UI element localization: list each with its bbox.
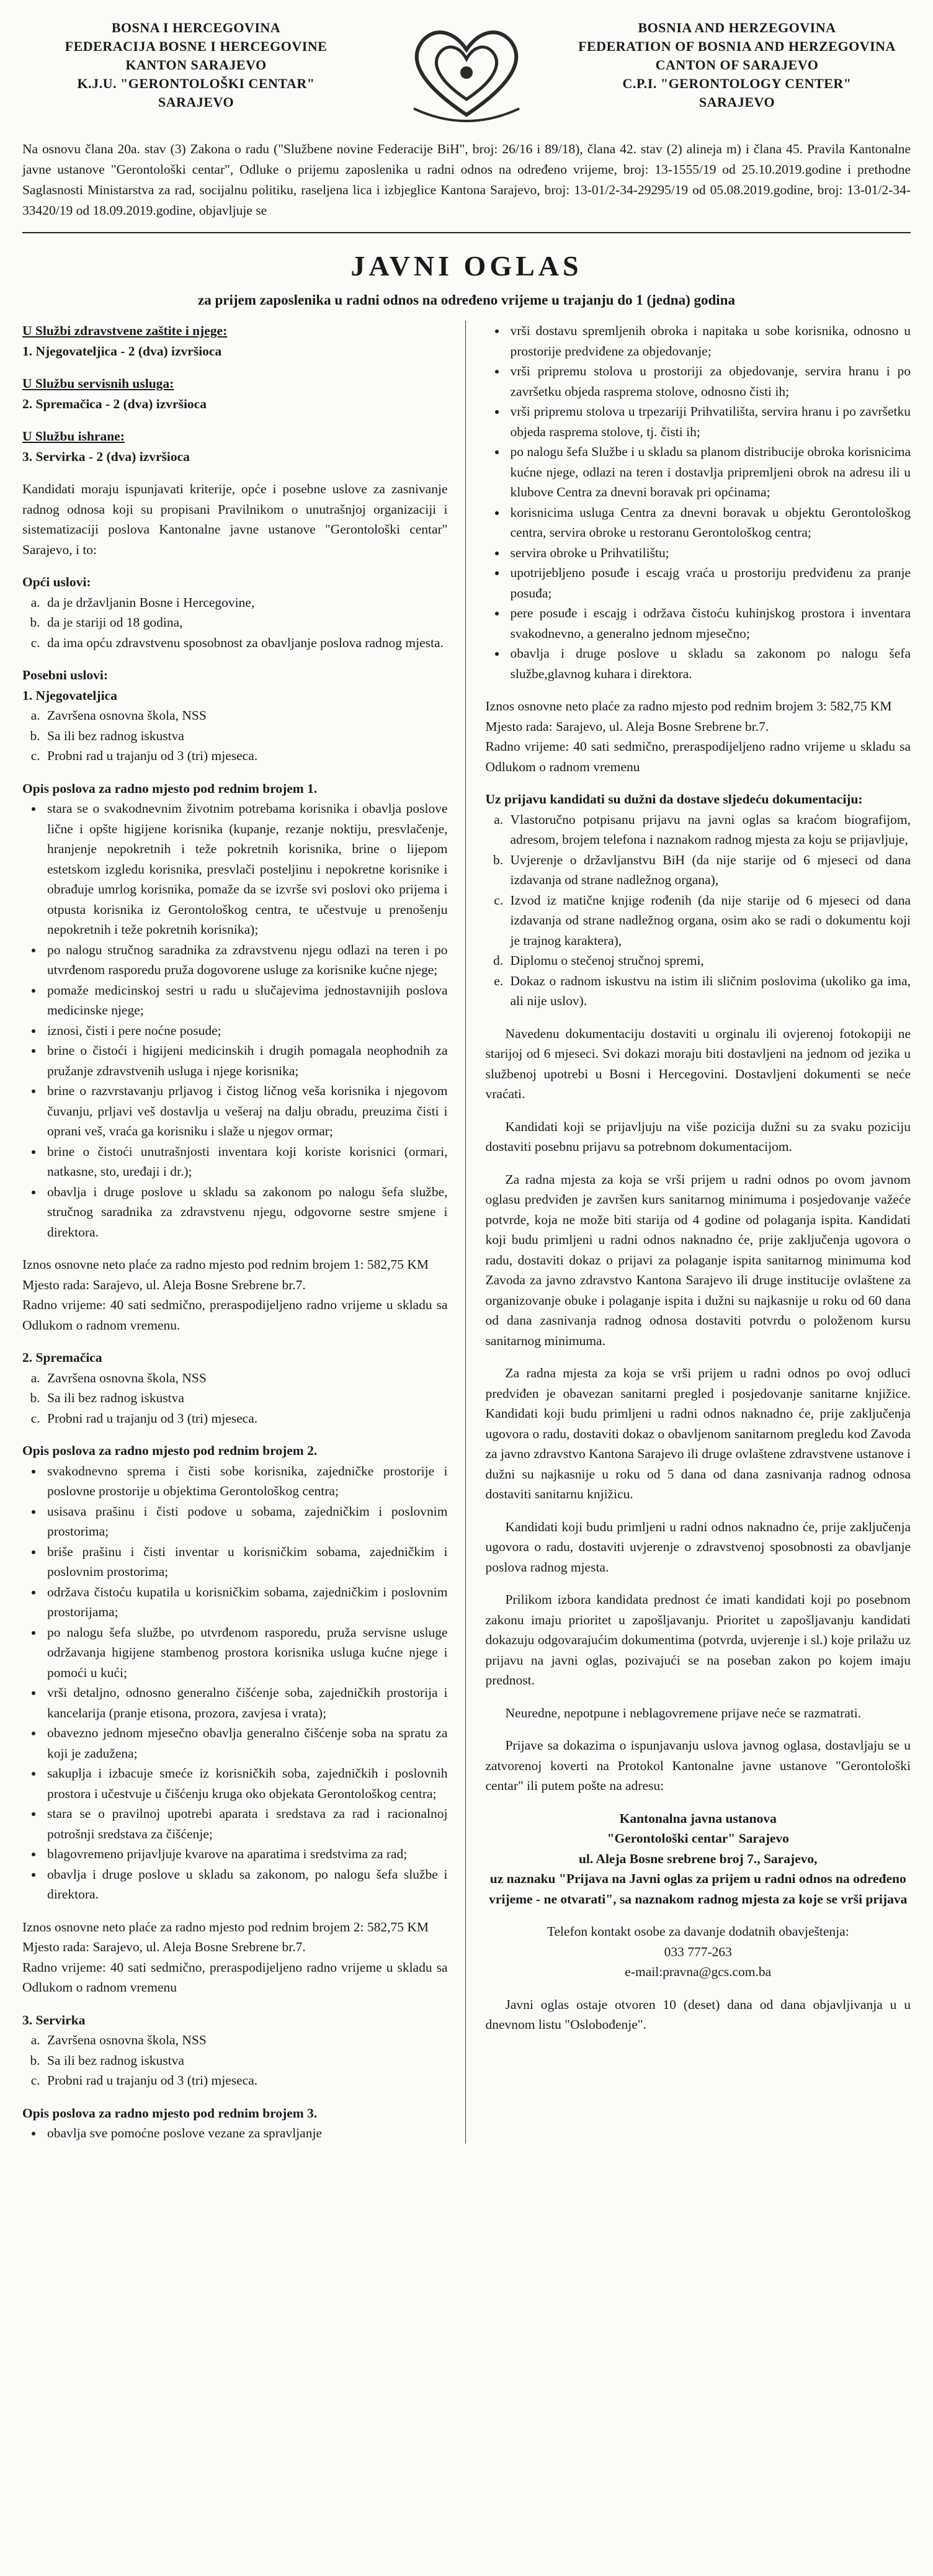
list-item: • obavlja i druge poslove u skladu sa zakonom po nalogu šefa službe, stručnog saradnika za zdravstvenu njegu, odgovorne sestre smjene i direktora.	[43, 1182, 448, 1243]
body-paragraph: Kandidati koji se prijavljuju na više pozicija dužni su za svaku poziciju dostaviti posebnu prijavu sa potrebnom dokumentacijom.	[485, 1119, 911, 1154]
list-item: • obavezno jednom mjesečno obavlja generalno čišćenje soba na spratu za koji je zadužena;	[43, 1723, 448, 1763]
address-line: uz naznaku "Prijava na Javni oglas za prijem u radni odnos na određeno vrijeme - ne otvarati", sa naznakom radnog mjesta za koje se vrši prijava	[489, 1871, 908, 1907]
workplace-text: Mjesto rada: Sarajevo, ul. Aleja Bosne Srebrene br.7.	[485, 718, 769, 734]
working-hours-text: Radno vrijeme: 40 sati sedmično, preraspodijeljeno radno vrijeme u skladu sa Odlukom o radnom vremenu.	[22, 1297, 448, 1333]
list-item: • upotrijebljeno posuđe i escajg vraća u prostoriju predviđenu za pranje posuđa;	[507, 563, 911, 603]
list-item: • brine o razvrstavanju prljavog i čistog ličnog veša korisnika i njegovom čuvanju, prljavi veš dostavlja u vešeraj na dalju obradu, preuzima čisti i oprani veš, vraća ga korisniku i slaže u njegov ormar;	[43, 1081, 448, 1142]
hearts-logo-icon	[386, 12, 547, 130]
list-item: c. Izvod iz matične knjige rođenih (da nije starije od 6 mjeseci od dana izdavanja od strane nadležnog organa, osim ako se radi o dokumentu koji je trajnog karaktera),	[507, 890, 911, 951]
email-address: e-mail:pravna@gcs.com.ba	[625, 1964, 772, 1979]
list-item: c. da ima opću zdravstvenu sposobnost za obavljanje poslova radnog mjesta.	[43, 633, 448, 653]
list-item: b. Uvjerenje o državljanstvu BiH (da nije starije od 6 mjeseci od dana izdavanja od strane nadležnog organa),	[507, 850, 911, 890]
page-subtitle: za prijem zaposlenika u radni odnos na određeno vrijeme u trajanju do 1 (jedna) godina	[198, 292, 735, 308]
job-description-title: Opis poslova za radno mjesto pod rednim brojem 1.	[22, 780, 318, 796]
list-item: • obavlja i druge poslove u skladu sa zakonom, po nalogu šefa službe i direktora.	[43, 1864, 448, 1905]
list-item: • brine o čistoći i higijeni medicinskih i drugih pomagala neophodnih za pružanje zdravstvenih usluga i njege korisnika;	[43, 1040, 448, 1081]
working-hours-text: Radno vrijeme: 40 sati sedmično, preraspodijeljeno radno vrijeme u skladu sa Odlukom o radnom vremenu	[485, 739, 911, 774]
letterhead-left-line: K.J.U. "GERONTOLOŠKI CENTAR"	[77, 76, 315, 91]
service-heading: U Službu ishrane:	[22, 429, 125, 444]
service-heading: U Službu servisnih usluga:	[22, 376, 174, 391]
mailing-address	[486, 1809, 911, 1910]
list-item: • svakodnevno sprema i čisti sobe korisnika, zajedničke prostorije i poslovne prostorije u objektima Gerontološkog centra;	[43, 1461, 448, 1501]
workplace-text: Mjesto rada: Sarajevo, ul. Aleja Bosne Srebrene br.7.	[22, 1277, 306, 1292]
content-columns	[22, 321, 911, 2144]
candidates-paragraph: Kandidati moraju ispunjavati kriterije, opće i posebne uslove za zasnivanje radnog odnosa koji su propisani Pravilnikom o unutrašnjoj organizaciji i sistematizaciji poslova Kantonalne javne ustanove "Gerontološki centar" Sarajevo, i to:	[22, 481, 448, 557]
letterhead-left	[22, 19, 370, 112]
list-item: • iznosi, čisti i pere noćne posude;	[43, 1021, 448, 1041]
body-paragraph: Neuredne, nepotpune i neblagovremene prijave neće se razmatrati.	[505, 1705, 862, 1720]
letterhead-left-line: FEDERACIJA BOSNE I HERCEGOVINE	[65, 38, 328, 54]
list-item: a. da je državljanin Bosne i Hercegovine,	[43, 593, 448, 613]
list-item: c. Probni rad u trajanju od 3 (tri) mjeseca.	[43, 746, 448, 766]
list-item: • po nalogu stručnog saradnika za zdravstvenu njegu odlazi na teren i po utvrđenom rasporedu pruža dogovorene usluge za korisnike kućne njege;	[43, 940, 448, 980]
closing-paragraph: Javni oglas ostaje otvoren 10 (deset) dana od dana objavljivanja u u dnevnom listu "Oslobođenje".	[485, 1997, 911, 2032]
list-item: b. Sa ili bez radnog iskustva	[43, 1388, 448, 1408]
list-item: • stara se o svakodnevnim životnim potrebama korisnika i obavlja poslove lične i opšte higijene korisnika (kupanje, rezanje noktiju, presvlačenje, hranjenje nepokretnih i teže pokretnih korisnika, brine o lijepom estetskom izgledu korisnika, presvlači posteljinu i nepokretne korisnike i obrađuje umrlog korisnika, pomaže da se izvrše svi poslovi oko prijema i otpusta korisnika iz Gerontološkog centra, te učestvuje u prenošenju nepokretnih i teže pokretnih korisnika);	[43, 798, 448, 940]
phone-number: 033 777-263	[664, 1944, 732, 1959]
list-item: • obavlja i druge poslove u skladu sa zakonom po nalogu šefa službe,glavnog kuhara i direktora.	[507, 643, 911, 684]
letterhead-left-line: SARAJEVO	[158, 94, 234, 110]
letterhead-right-line: CANTON OF SARAJEVO	[655, 57, 819, 73]
position-subheading: 3. Servirka	[22, 2012, 86, 2028]
divider	[22, 232, 911, 233]
list-item: • vrši pripremu stolova u prostoriji za objedovanje, servira hranu i po završetku objeda raspremа stolove, odnosno čisti ih;	[507, 361, 911, 401]
documentation-list	[486, 810, 911, 1011]
list-item: • stara se o pravilnoj upotrebi aparata i sredstava za rad i racionalnoj potrošnji sredstava za čišćenje;	[43, 1804, 448, 1844]
list-item: • po nalogu šefa Službe i u skladu sa planom distribucije obroka korisnicima kućne njege, odlazi na teren i dostavlja pripremljeni obrok na adresu ili u klubove Centra za dnevni boravak pri općinama;	[507, 442, 911, 503]
list-item: c. Probni rad u trajanju od 3 (tri) mjeseca.	[43, 2070, 448, 2091]
letterhead-right-line: FEDERATION OF BOSNIA AND HERZEGOVINA	[578, 38, 896, 54]
list-item: a. Vlastoručno potpisanu prijavu na javni oglas sa kraćom biografijom, adresom, brojem telefona i naznakom radnog mjesta za koju se prijavljuje,	[507, 810, 911, 850]
job-description-1-list	[22, 798, 448, 1242]
position-heading: 3. Servirka - 2 (dva) izvršioca	[22, 449, 190, 464]
documentation-title: Uz prijavu kandidati su dužni da dostave sljedeću dokumentaciju:	[485, 792, 863, 807]
list-item: • pomaže medicinskoj sestri u radu u slučajevima jednostavnijih poslova medicinske njege;	[43, 980, 448, 1021]
body-paragraph: Za radna mjesta za koja se vrši prijem u radni odnos po ovoj odluci predviđen je obavezan sanitarni pregled i posjedovanje sanitarne knjižice. Kandidati koji budu primljeni u radni odnos naknadno će, prije zaključenja ugovora o radu, dostaviti dokaz o obavljenom sanitarnom pregledu kod Zavoda za javno zdravstvo Kantona Sarajevo ili druge ovlaštene zdravstvene ustanove i dužni su najkasnije u roku od 5 dana od dana zasnivanja radnog odnosa dostaviti sanitarnu knjižicu.	[485, 1366, 911, 1501]
position-heading: 1. Njegovateljica - 2 (dva) izvršioca	[22, 343, 222, 359]
address-line: ul. Aleja Bosne srebrene broj 7., Sarajevo,	[578, 1851, 818, 1866]
list-item: e. Dokaz o radnom iskustvu na istim ili sličnim poslovima (ukoliko ga ima, ali nije uslov).	[507, 971, 911, 1011]
letterhead-right	[563, 19, 911, 112]
job-description-title: Opis poslova za radno mjesto pod rednim brojem 2.	[22, 1443, 318, 1458]
address-line: Kantonalna javna ustanova	[619, 1810, 777, 1826]
letterhead-right-line: SARAJEVO	[699, 94, 775, 110]
list-item: • briše prašinu i čisti inventar u korisničkim sobama, zajedničkim i poslovnim prostorima;	[43, 1542, 448, 1582]
letterhead	[22, 19, 911, 130]
list-item: • servira obroke u Prihvatilištu;	[507, 543, 911, 563]
list-item: • vrši dostavu spremljenih obroka i napitaka u sobe korisnika, odnosno u prostorije predviđene za objedovanje;	[507, 321, 911, 361]
list-item: b. Sa ili bez radnog iskustva	[43, 726, 448, 746]
list-item: • vrši pripremu stolova u trpezariji Prihvatilišta, servira hranu i po završetku objeda raspremа stolove, tj. čisti ih;	[507, 401, 911, 442]
list-item: • sakuplja i izbacuje smeće iz korisničkih soba, zajedničkih i poslovnih prostora i učestvuje u čišćenju kruga oko objekata Gerontološkog centra;	[43, 1763, 448, 1804]
position-3-conditions	[22, 2030, 448, 2091]
salary-text: Iznos osnovne neto plaće za radno mjesto pod rednim brojem 3: 582,75 KM	[485, 699, 892, 713]
letterhead-left-line: KANTON SARAJEVO	[125, 57, 267, 73]
body-paragraph: Kandidati koji budu primljeni u radni odnos naknadno će, prije zaključenja ugovora o radu, dostaviti uvjerenje o zdravstvenoj sposobnosti za obavljanje poslova radnog mjesta.	[485, 1519, 911, 1575]
general-conditions-title: Opći uslovi:	[22, 575, 91, 589]
page-title: JAVNI OGLAS	[350, 250, 583, 282]
body-paragraph: Navedenu dokumentaciju dostaviti u orginalu ili ovjerenoj fotokopiji ne starijoj od 6 mjeseci. Svi dokazi moraju biti dostavljeni na jednom od jezika u službenoj upotrebi u Bosni i Hercegovini. Dostavljeni dokumenti se neće vraćati.	[485, 1026, 911, 1101]
list-item: • održava čistoću kupatila u korisničkim sobama, zajedničkim i poslovnim prostorijama;	[43, 1582, 448, 1622]
job-description-title: Opis poslova za radno mjesto pod rednim brojem 3.	[22, 2105, 318, 2121]
intro-paragraph: Na osnovu člana 20a. stav (3) Zakona o radu ("Službene novine Federacije BiH", broj: 26/16 i 89/18), člana 42. stav (2) alineja m) i člana 45. Pravila Kantonalne javne ustanove "Gerontološki centar", Odluke o prijemu zaposlenika u radni odnos na određeno vrijeme, broj: 13-1555/19 od 25.10.2019.godine i prethodne Saglasnosti Ministarstva za rad, socijalnu politiku, raseljena lica i izbjeglice Kantona Sarajevo, broj: 13-01/2-34-29295/19 od 05.08.2019.godine, broj: 13-01/2-34-33420/19 od 18.09.2019.godine, objavljuje se	[22, 141, 911, 218]
job-description-2-list	[22, 1461, 448, 1905]
general-conditions-list	[22, 593, 448, 653]
list-item: • pere posuđe i escajg i održava čistoću kuhinjskog prostora i inventara svakodnevno, a generalno jednom mjesečno;	[507, 603, 911, 643]
left-column	[22, 321, 466, 2144]
list-item: c. Probni rad u trajanju od 3 (tri) mjeseca.	[43, 1408, 448, 1429]
right-column	[466, 321, 911, 2144]
list-item: • po nalogu šefa službe, po utvrđenom rasporedu, pruža servisne usluge održavanja higijene stambenog prostora korisnika usluga kućne njege i pomoći u kući;	[43, 1622, 448, 1683]
list-item: b. da je stariji od 18 godina,	[43, 612, 448, 633]
position-subheading: 1. Njegovateljica	[22, 687, 117, 703]
position-subheading: 2. Spremačica	[22, 1350, 102, 1365]
salary-text: Iznos osnovne neto plaće za radno mjesto pod rednim brojem 1: 582,75 KM	[22, 1257, 429, 1272]
list-item: • vrši detaljno, odnosno generalno čišćenje soba, zajedničkih prostorija i kancelarija (pranje etisona, prozora, zavjesa i vrata);	[43, 1683, 448, 1723]
job-description-3-list	[22, 2123, 448, 2144]
working-hours-text: Radno vrijeme: 40 sati sedmično, preraspodijeljeno radno vrijeme u skladu sa Odlukom o radnom vremenu	[22, 1959, 448, 1995]
salary-text: Iznos osnovne neto plaće za radno mjesto pod rednim brojem 2: 582,75 KM	[22, 1919, 429, 1934]
service-heading: U Službi zdravstvene zaštite i njege:	[22, 323, 228, 338]
list-item: • blagovremeno prijavljuje kvarove na aparatima i sredstvima za rad;	[43, 1844, 448, 1864]
list-item: a. Završena osnovna škola, NSS	[43, 2030, 448, 2051]
position-1-conditions	[22, 705, 448, 766]
job-description-3-continued	[486, 321, 911, 684]
phone-label: Telefon kontakt osobe za davanje dodatnih obavještenja:	[547, 1924, 849, 1939]
list-item: b. Sa ili bez radnog iskustva	[43, 2051, 448, 2071]
body-paragraph: Prilikom izbora kandidata prednost će imati kandidati koji po posebnom zakonu imaju prioritet u zapošljavanju. Prioritet u zapošljavanju kandidati dokazuju odgovarajućim dokumentima (potvrda, uvjerenje i sl.) koje prilažu uz prijavu na javni oglas, pozivajući se na poseban zakon po kojem imaju prednost.	[485, 1592, 911, 1688]
letterhead-right-line: BOSNIA AND HERZEGOVINA	[638, 20, 836, 35]
list-item: d. Diplomu o stečenoj stručnoj spremi,	[507, 950, 911, 971]
special-conditions-title: Posebni uslovi:	[22, 668, 108, 682]
position-heading: 2. Spremačica - 2 (dva) izvršioca	[22, 396, 207, 411]
address-line: "Gerontološki centar" Sarajevo	[607, 1831, 789, 1846]
letterhead-right-line: C.P.I. "GERONTOLOGY CENTER"	[622, 76, 852, 91]
position-2-conditions	[22, 1368, 448, 1429]
contact-block	[486, 1921, 911, 1982]
body-paragraph: Prijave sa dokazima o ispunjavanju uslova javnog oglasa, dostavljaju se u zatvorenoj koverti na Protokol Kantonalne javne ustanove "Gerontološki centar" ili putem pošte na adresu:	[485, 1738, 911, 1793]
body-paragraph: Za radna mjesta za koja se vrši prijem u radni odnos po ovom javnom oglasu predviđen je završen kurs sanitarnog minimuma i posjedovanje važeće potvrde, koja ne može biti starija od 4 godine od polaganja ispita. Kandidati koji budu primljeni u radni odnos naknadno će, prije zaključenja ugovora o radu, dostaviti dokaz o prijavi za polaganje ispita sanitarnog minimuma kod Zavoda za javno zdravstvo Kantona Sarajevo ili druge institucije ovlaštene za organizovanje obuke i polaganje ispita i dužni su najkasnije u roku od 60 dana od dana zasnivanja radnog odnosa dostaviti potvrdu o položenom kursu sanitarnog minimuma.	[485, 1171, 911, 1348]
letterhead-left-line: BOSNA I HERCEGOVINA	[111, 20, 281, 35]
list-item: • korisnicima usluga Centra za dnevni boravak u objektu Gerontološkog centra, servira obroke u restoranu Gerontološkog centra;	[507, 503, 911, 543]
workplace-text: Mjesto rada: Sarajevo, ul. Aleja Bosne Srebrene br.7.	[22, 1939, 306, 1954]
list-item: • obavlja sve pomoćne poslove vezane za spravljanje	[43, 2123, 448, 2144]
list-item: • usisava prašinu i čisti podove u sobama, zajedničkim i poslovnim prostorima;	[43, 1501, 448, 1542]
list-item: a. Završena osnovna škola, NSS	[43, 705, 448, 726]
list-item: a. Završena osnovna škola, NSS	[43, 1368, 448, 1389]
list-item: • brine o čistoći unutrašnjosti inventara koji koriste korisnici (ormari, natkasne, sto, uređaji i dr.);	[43, 1142, 448, 1182]
